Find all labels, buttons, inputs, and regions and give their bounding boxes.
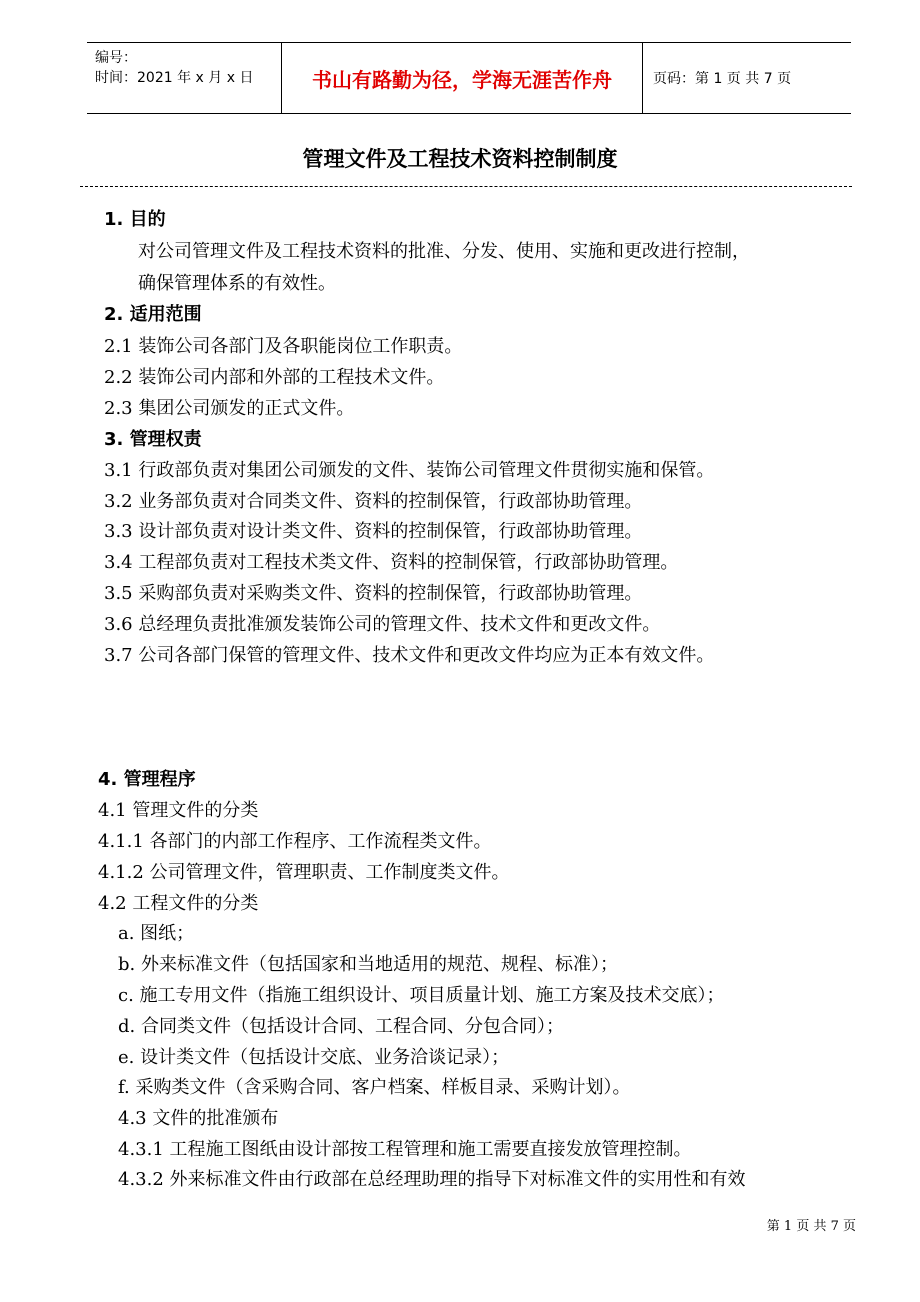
- dashed-divider: [80, 186, 852, 187]
- section-3-2: 3.2 业务部负责对合同类文件、资料的控制保管，行政部协助管理。: [104, 491, 643, 512]
- section-4-2-f: f. 采购类文件（含采购合同、客户档案、样板目录、采购计划）。: [118, 1077, 631, 1098]
- section-4-1: 4.1 管理文件的分类: [98, 800, 259, 821]
- document-title: 管理文件及工程技术资料控制制度: [302, 147, 618, 171]
- section-4-2-b: b. 外来标准文件（包括国家和当地适用的规范、规程、标准）；: [118, 954, 618, 975]
- page-footer: 第 1 页 共 7 页: [766, 1219, 856, 1234]
- section-1-heading: 1. 目的: [104, 209, 166, 230]
- section-4-2-e: e. 设计类文件（包括设计交底、业务洽谈记录）；: [118, 1047, 510, 1068]
- section-1-line-1: 对公司管理文件及工程技术资料的批准、分发、使用、实施和更改进行控制，: [138, 241, 750, 262]
- header-page-info: 页码：第 1 页 共 7 页: [653, 71, 792, 87]
- number-label: 编号：: [95, 50, 137, 66]
- section-3-5: 3.5 采购部负责对采购类文件、资料的控制保管，行政部协助管理。: [104, 583, 643, 604]
- header-motto: 书山有路勤为径，学海无涯苦作舟: [281, 43, 643, 113]
- header-meta: [87, 43, 281, 113]
- section-3-7: 3.7 公司各部门保管的管理文件、技术文件和更改文件均应为正本有效文件。: [104, 645, 715, 666]
- time-label: 时间：2021 年 x 月 x 日: [95, 70, 254, 86]
- section-3-6: 3.6 总经理负责批准颁发装饰公司的管理文件、技术文件和更改文件。: [104, 614, 661, 635]
- section-2-3: 2.3 集团公司颁发的正式文件。: [104, 398, 355, 419]
- section-1-line-2: 确保管理体系的有效性。: [138, 273, 336, 294]
- document-header: [87, 42, 851, 114]
- section-4-3: 4.3 文件的批准颁布: [118, 1108, 279, 1129]
- section-4-3-1: 4.3.1 工程施工图纸由设计部按工程管理和施工需要直接发放管理控制。: [118, 1139, 692, 1160]
- section-4-2-d: d. 合同类文件（包括设计合同、工程合同、分包合同）；: [118, 1016, 564, 1037]
- section-4-2-c: c. 施工专用文件（指施工组织设计、项目质量计划、施工方案及技术交底）；: [118, 985, 725, 1006]
- section-3-heading: 3. 管理权责: [104, 429, 202, 450]
- section-3-1: 3.1 行政部负责对集团公司颁发的文件、装饰公司管理文件贯彻实施和保管。: [104, 460, 715, 481]
- section-4-1-2: 4.1.2 公司管理文件，管理职责、工作制度类文件。: [98, 862, 510, 883]
- section-2-2: 2.2 装饰公司内部和外部的工程技术文件。: [104, 367, 445, 388]
- section-4-1-1: 4.1.1 各部门的内部工作程序、工作流程类文件。: [98, 831, 492, 852]
- section-3-3: 3.3 设计部负责对设计类文件、资料的控制保管，行政部协助管理。: [104, 521, 643, 542]
- section-2-1: 2.1 装饰公司各部门及各职能岗位工作职责。: [104, 336, 463, 357]
- section-4-heading: 4. 管理程序: [98, 769, 196, 790]
- section-2-heading: 2. 适用范围: [104, 304, 202, 325]
- section-3-4: 3.4 工程部负责对工程技术类文件、资料的控制保管，行政部协助管理。: [104, 552, 679, 573]
- section-4-2-a: a. 图纸；: [118, 923, 195, 944]
- section-4-3-2: 4.3.2 外来标准文件由行政部在总经理助理的指导下对标准文件的实用性和有效: [118, 1169, 746, 1190]
- section-4-2: 4.2 工程文件的分类: [98, 893, 259, 914]
